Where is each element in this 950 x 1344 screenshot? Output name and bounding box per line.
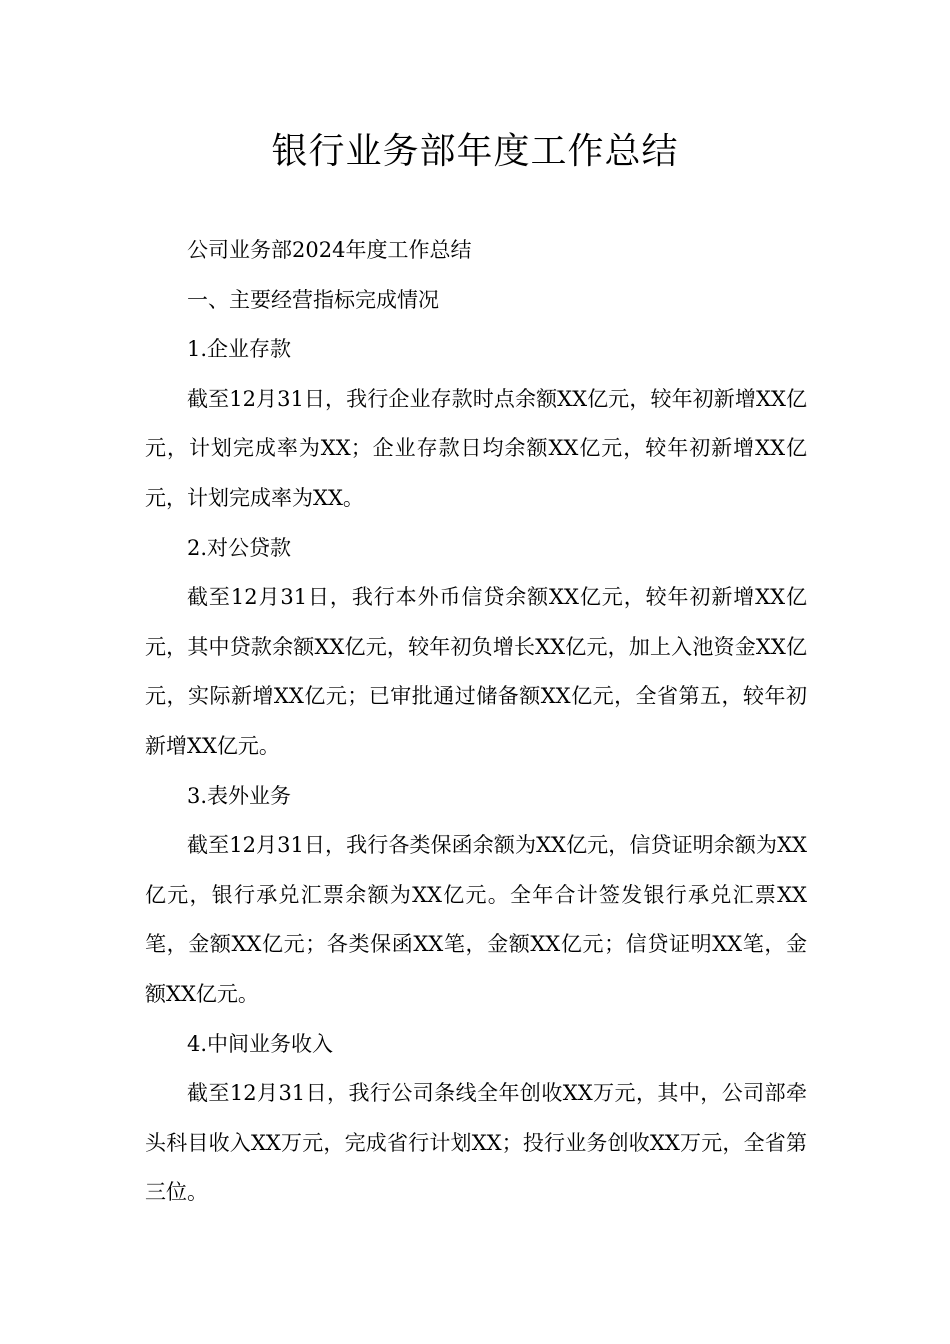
section-heading: 一、主要经营指标完成情况	[187, 287, 439, 312]
document-body	[145, 226, 807, 1218]
document-title: 银行业务部年度工作总结	[271, 131, 679, 172]
body-paragraph: 截至12月31日，我行公司条线全年创收XX万元，其中，公司部牵头科目收入XX万元，完成省行计划XX；投行业务创收XX万元，全省第三位。	[145, 1081, 807, 1205]
subsection-heading: 4.中间业务收入	[187, 1031, 334, 1056]
subsection-heading: 1.企业存款	[187, 337, 292, 362]
body-paragraph: 截至12月31日，我行本外币信贷余额XX亿元，较年初新增XX亿元，其中贷款余额XX亿元，较年初负增长XX亿元，加上入池资金XX亿元，实际新增XX亿元；已审批通过储备额XX亿元，全省第五，较年初新增XX亿元。	[145, 585, 807, 758]
subsection-heading: 3.表外业务	[187, 783, 292, 808]
subtitle-paragraph: 公司业务部2024年度工作总结	[187, 238, 472, 262]
subsection-heading: 2.对公贷款	[187, 535, 292, 560]
body-paragraph: 截至12月31日，我行各类保函余额为XX亿元，信贷证明余额为XX亿元，银行承兑汇票余额为XX亿元。全年合计签发银行承兑汇票XX笔，金额XX亿元；各类保函XX笔，金额XX亿元；信贷证明XX笔，金额XX亿元。	[145, 833, 807, 1006]
body-paragraph: 截至12月31日，我行企业存款时点余额XX亿元，较年初新增XX亿元，计划完成率为XX；企业存款日均余额XX亿元，较年初新增XX亿元，计划完成率为XX。	[145, 386, 807, 510]
